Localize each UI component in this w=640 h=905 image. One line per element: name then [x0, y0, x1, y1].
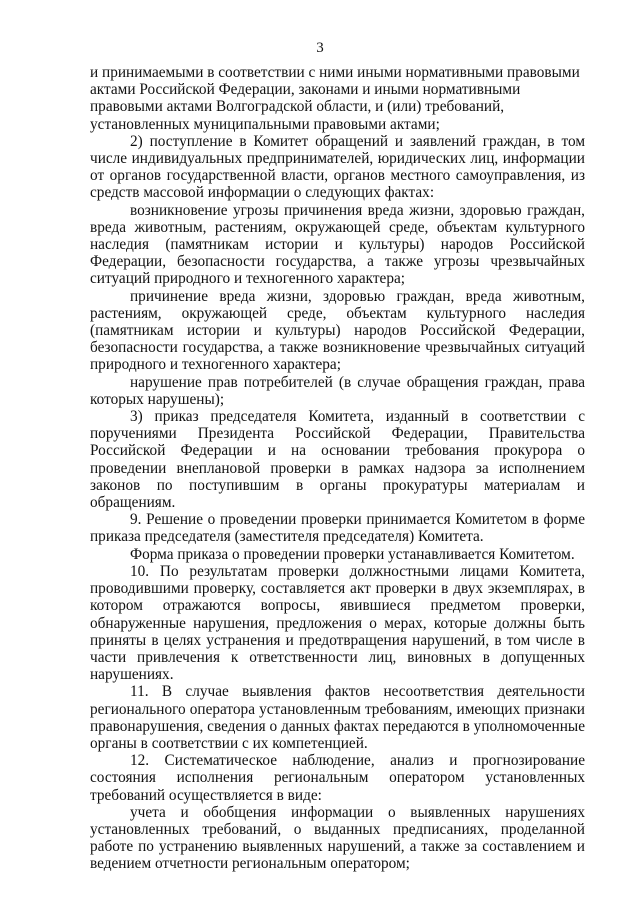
paragraph: возникновение угрозы причинения вреда жизни, здоровью граждан, вреда животным, растениям, окружающей среде, объектам культурного наследия (памятникам истории и культуры) народов Российской Федерации, безопасности государства, а также угрозы чрезвычайных ситуаций природного и техногенного характера;	[90, 201, 585, 288]
paragraph: 10. По результатам проверки должностными лицами Комитета, проводившими проверку, составляется акт проверки в двух экземплярах, в котором отражаются вопросы, явившиеся предметом проверки, обнаруженные нарушения, предложения о мерах, которые должны быть приняты в целях устранения и предотвращения нарушений, в том числе в части привлечения к ответственности лиц, виновных в допущенных нарушениях.	[90, 562, 585, 684]
paragraph: Форма приказа о проведении проверки устанавливается Комитетом.	[130, 545, 575, 563]
paragraph: причинение вреда жизни, здоровью граждан, вреда животным, растениям, окружающей среде, объектам культурного наследия (памятникам истории и культуры) народов Российской Федерации, безопасности государства, а также возникновение чрезвычайных ситуаций природного и техногенного характера;	[90, 287, 585, 374]
paragraph: 3) приказ председателя Комитета, изданный в соответствии с поручениями Президента Российской Федерации, Правительства Российской Федерации и на основании требования прокурора о проведении внеплановой проверки в рамках надзора за исполнением законов по поступившим в органы прокуратуры материалам и обращениям.	[90, 408, 585, 512]
paragraph: учета и обобщения информации о выявленных нарушениях установленных требований, о выданных предписаниях, проделанной работе по устранению выявленных нарушений, а также за составлением и ведением отчетности региональным оператором;	[90, 803, 585, 873]
page-number: 3	[316, 40, 324, 56]
document-body	[90, 64, 585, 873]
paragraph: 12. Систематическое наблюдение, анализ и прогнозирование состояния исполнения региональным оператором установленных требований осуществляется в виде:	[90, 752, 585, 804]
paragraph: нарушение прав потребителей (в случае обращения граждан, права которых нарушены);	[90, 373, 585, 408]
paragraph: и принимаемыми в соответствии с ними иными нормативными правовыми актами Российской Федерации, законами и иными нормативными правовыми актами Волгоградской области, и (или) требований, установленных муниципальными правовыми актами;	[90, 64, 580, 133]
paragraph: 9. Решение о проведении проверки принимается Комитетом в форме приказа председателя (заместителя председателя) Комитета.	[90, 511, 585, 546]
paragraph: 2) поступление в Комитет обращений и заявлений граждан, в том числе индивидуальных предпринимателей, юридических лиц, информации от органов государственной власти, органов местного самоуправления, из средств массовой информации о следующих фактах:	[90, 132, 585, 202]
paragraph: 11. В случае выявления фактов несоответствия деятельности регионального оператора установленным требованиям, имеющих признаки правонарушения, сведения о данных фактах передаются в уполномоченные органы в соответствии с их компетенцией.	[90, 683, 585, 752]
